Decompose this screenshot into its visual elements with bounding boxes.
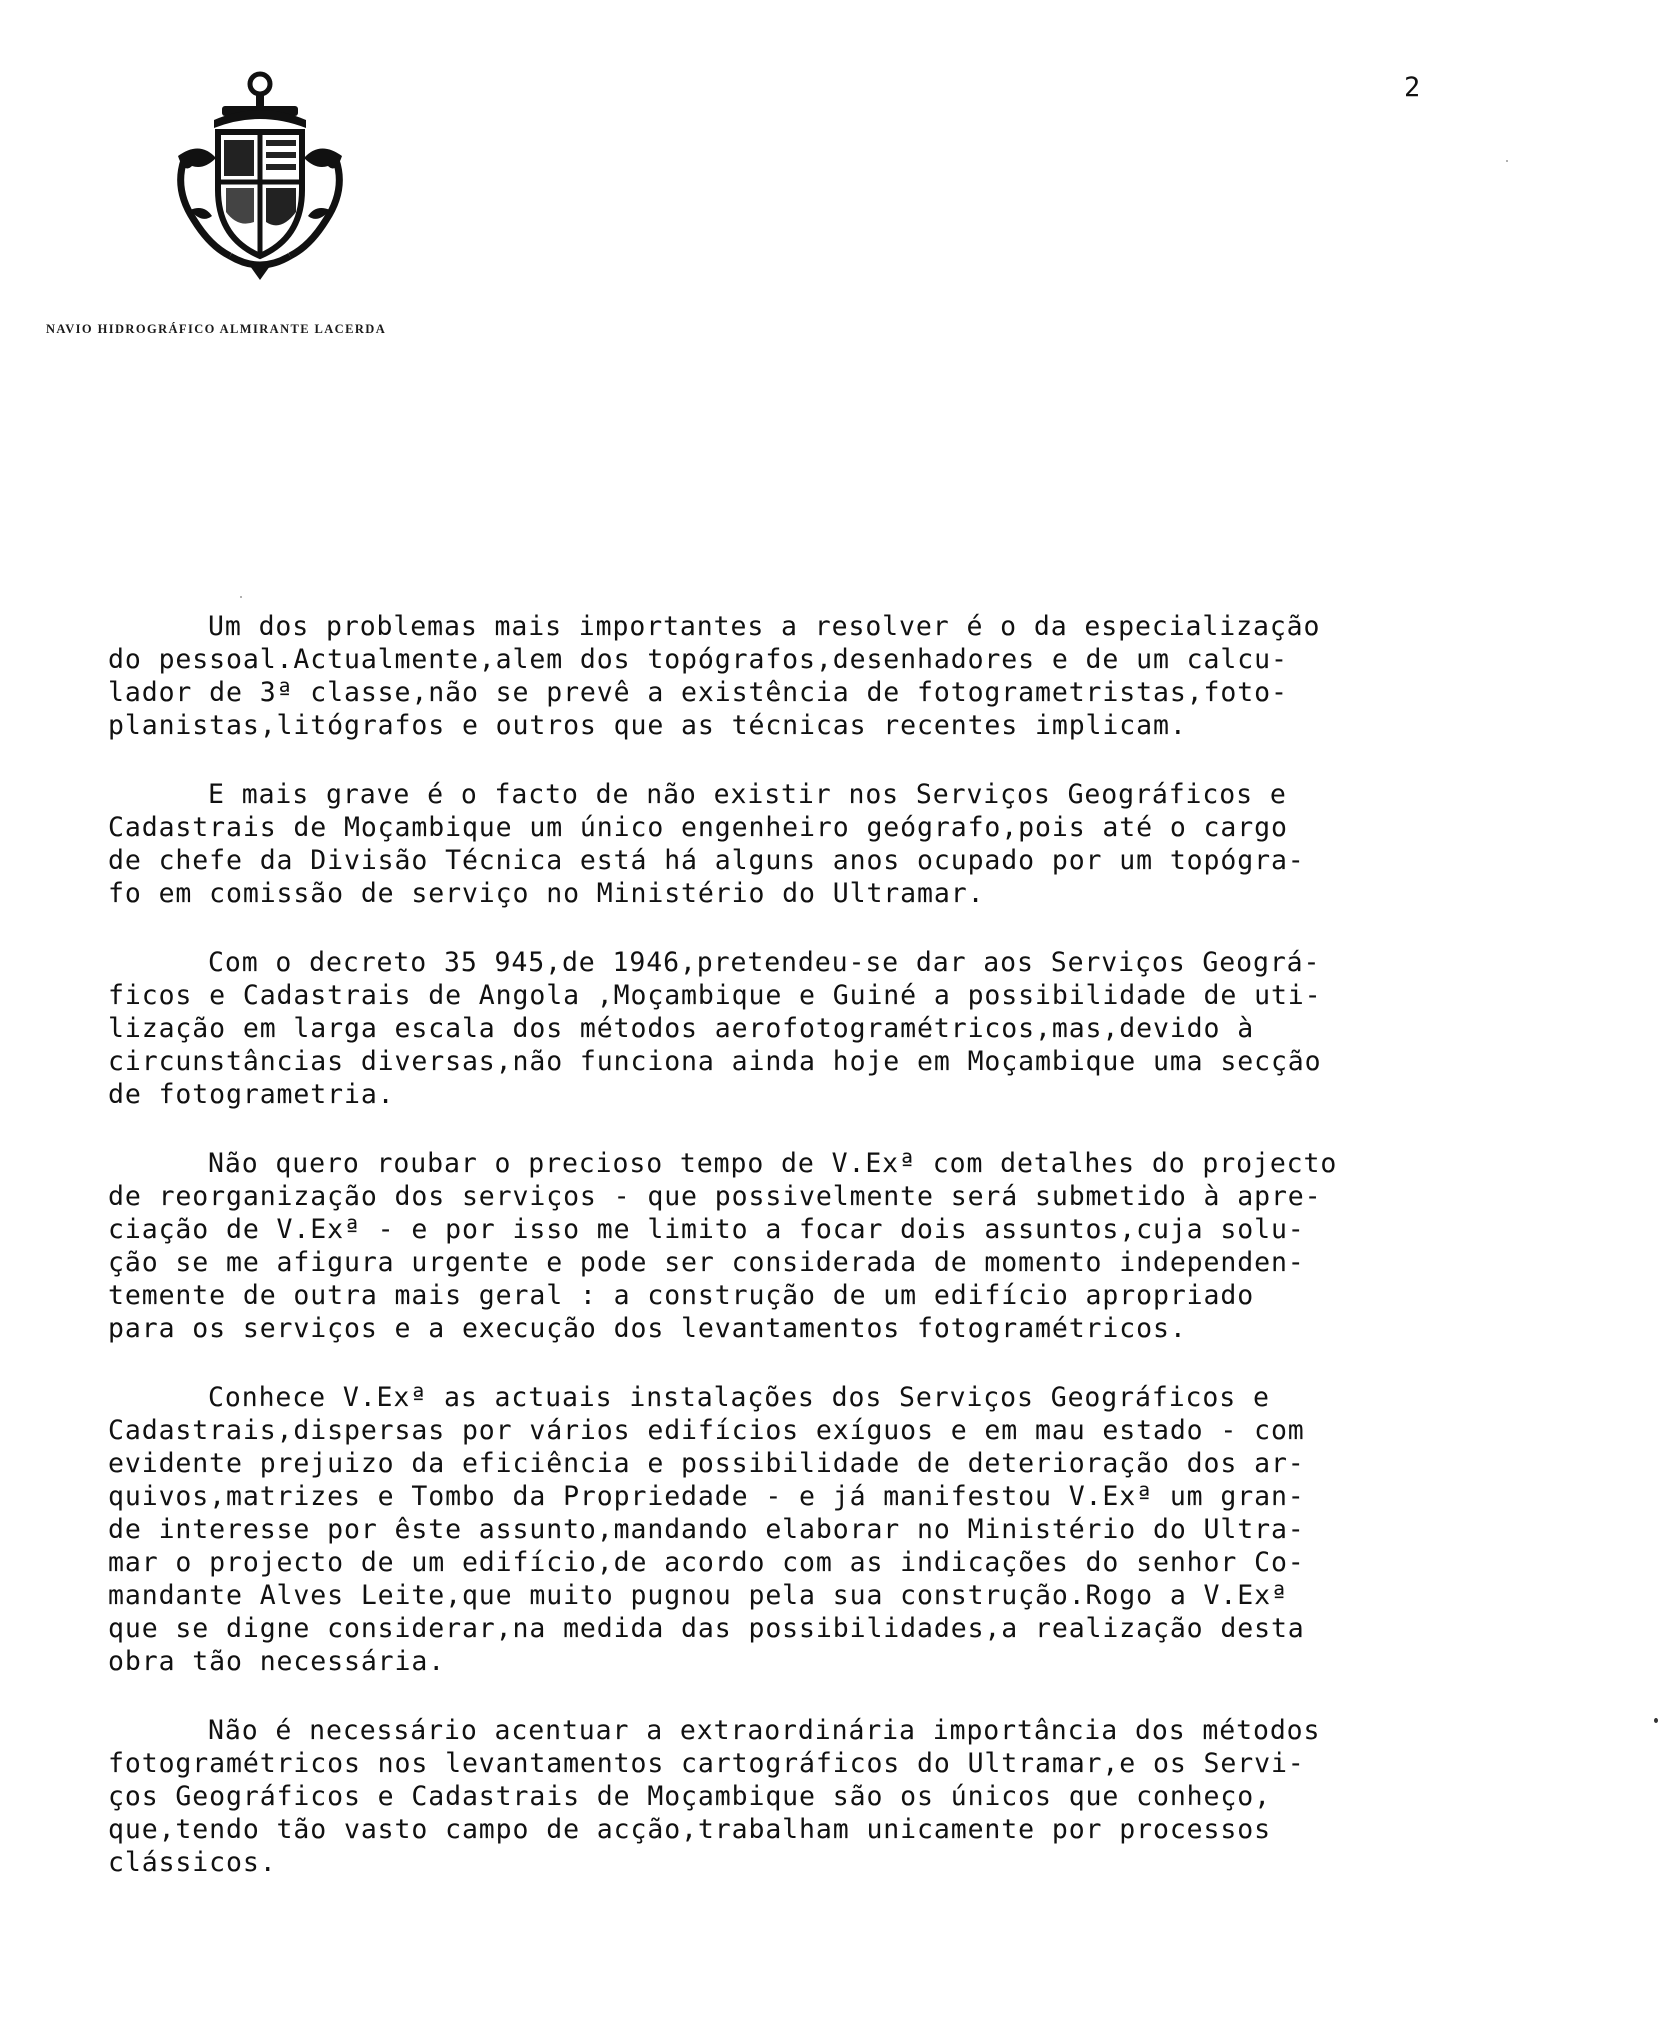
text-line: Não é necessário acentuar a extraordinária importância dos métodos [208, 1715, 1321, 1746]
text-line: temente de outra mais geral : a construção de um edifício apropriado [108, 1280, 1255, 1311]
letter-body [108, 610, 1558, 1915]
text-line: que,tendo tão vasto campo de acção,trabalham unicamente por processos [108, 1814, 1271, 1845]
text-line: planistas,litógrafos e outros que as técnicas recentes implicam. [108, 710, 1187, 741]
text-line: E mais grave é o facto de não existir nos Serviços Geográficos e [208, 779, 1287, 810]
text-line: Conhece V.Exª as actuais instalações dos Serviços Geográficos e [208, 1382, 1270, 1413]
text-line: mar o projecto de um edifício,de acordo com as indicações do senhor Co- [108, 1547, 1305, 1578]
text-line: ção se me afigura urgente e pode ser considerada de momento independen- [108, 1247, 1305, 1278]
text-line: fo em comissão de serviço no Ministério do Ultramar. [108, 878, 985, 909]
text-line: circunstâncias diversas,não funciona ainda hoje em Moçambique uma secção [108, 1046, 1322, 1077]
text-line: Cadastrais de Moçambique um único engenheiro geógrafo,pois até o cargo [108, 812, 1288, 843]
text-line: de chefe da Divisão Técnica está há alguns anos ocupado por um topógra- [108, 845, 1305, 876]
paragraph [108, 1147, 1558, 1345]
text-line: Com o decreto 35 945,de 1946,pretendeu-se dar aos Serviços Geográ- [208, 947, 1321, 978]
letterhead-ship-name: NAVIO HIDROGRÁFICO ALMIRANTE LACERDA [46, 322, 387, 336]
page-number: 2 [1404, 72, 1421, 103]
text-line: fotogramétricos nos levantamentos cartográficos do Ultramar,e os Servi- [108, 1748, 1305, 1779]
text-line: de reorganização dos serviços - que possivelmente será submetido à apre- [108, 1181, 1322, 1212]
text-line: ços Geográficos e Cadastrais de Moçambique são os únicos que conheço, [108, 1781, 1271, 1812]
text-line: Um dos problemas mais importantes a resolver é o da especialização [208, 611, 1321, 642]
text-line: ficos e Cadastrais de Angola ,Moçambique e Guiné a possibilidade de uti- [108, 980, 1322, 1011]
paragraph [108, 946, 1558, 1111]
scan-speck [1654, 1718, 1658, 1723]
text-line: quivos,matrizes e Tombo da Propriedade - e já manifestou V.Exª um gran- [108, 1481, 1305, 1512]
coat-of-arms-anchor-icon [170, 70, 350, 290]
text-line: clássicos. [108, 1847, 277, 1878]
paragraph [108, 778, 1558, 910]
paragraph [108, 610, 1558, 742]
scan-speck [1506, 160, 1508, 162]
text-line: para os serviços e a execução dos levantamentos fotogramétricos. [108, 1313, 1187, 1344]
text-line: do pessoal.Actualmente,alem dos topógrafos,desenhadores e de um calcu- [108, 644, 1288, 675]
text-line: que se digne considerar,na medida das possibilidades,a realização desta [108, 1613, 1305, 1644]
text-line: evidente prejuizo da eficiência e possibilidade de deterioração dos ar- [108, 1448, 1305, 1479]
text-line: obra tão necessária. [108, 1646, 446, 1677]
text-line: Não quero roubar o precioso tempo de V.Exª com detalhes do projecto [208, 1148, 1338, 1179]
text-line: de fotogrametria. [108, 1079, 395, 1110]
scan-speck [240, 596, 242, 598]
paragraph [108, 1381, 1558, 1678]
text-line: Cadastrais,dispersas por vários edifícios exíguos e em mau estado - com [108, 1415, 1305, 1446]
text-line: lização em larga escala dos métodos aerofotogramétricos,mas,devido à [108, 1013, 1255, 1044]
text-line: ciação de V.Exª - e por isso me limito a focar dois assuntos,cuja solu- [108, 1214, 1305, 1245]
text-line: lador de 3ª classe,não se prevê a existência de fotogrametristas,foto- [108, 677, 1288, 708]
text-line: de interesse por êste assunto,mandando elaborar no Ministério do Ultra- [108, 1514, 1305, 1545]
paragraph [108, 1714, 1558, 1879]
text-line: mandante Alves Leite,que muito pugnou pela sua construção.Rogo a V.Exª [108, 1580, 1288, 1611]
